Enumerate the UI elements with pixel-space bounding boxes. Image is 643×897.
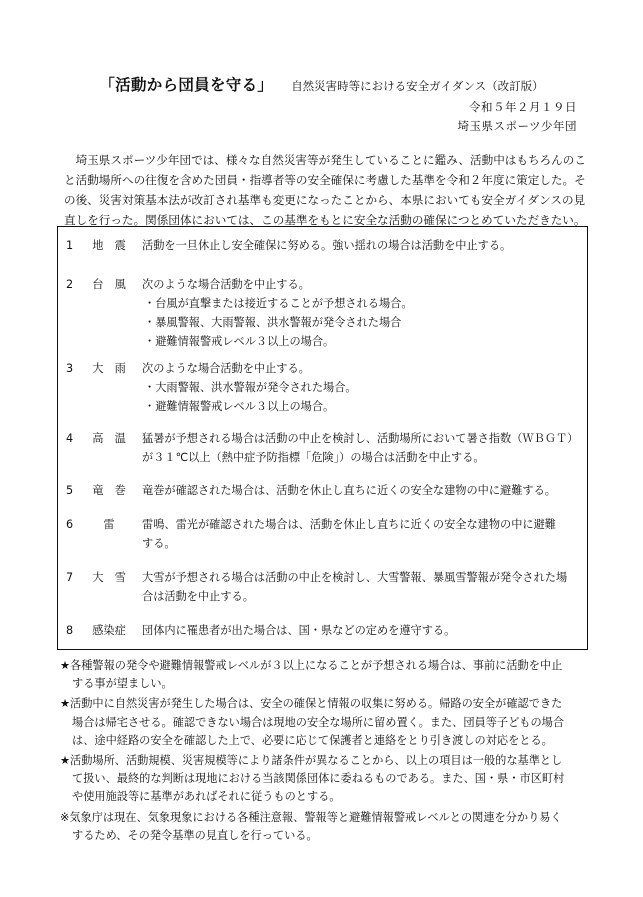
item-line: 大雪が予想される場合は活動の中止を検討し、大雪警報、暴風雪警報が発令された場 — [142, 571, 568, 584]
item-label: 竜 巻 — [92, 484, 126, 497]
item-line: 活動を一旦休止し安全確保に努める。強い揺れの場合は活動を中止する。 — [142, 239, 512, 252]
item-content — [142, 515, 582, 553]
item-bullet: ・大雨警報、洪水警報が発令された場合。 — [144, 381, 357, 394]
item-label: 雷 — [103, 518, 115, 531]
item-content — [142, 359, 582, 416]
item-line: 団体内に罹患者が出た場合は、国・県などの定めを遵守する。 — [142, 624, 456, 637]
note-line: するため、その発令基準の見直しを行っている。 — [72, 828, 318, 842]
item-line: が３１℃以上（熱中症予防指標「危険」）の場合は活動を中止する。 — [142, 451, 485, 464]
item-label: 感染症 — [92, 624, 126, 637]
item-number: 1 — [66, 239, 74, 252]
item-label: 台 風 — [92, 278, 126, 291]
notes-section — [60, 657, 590, 847]
note-line: ※気象庁は現在、気象現象における各種注意報、警報等と避難情報警戒レベルとの関連を分かり易く — [60, 810, 562, 824]
item-content — [142, 568, 582, 606]
item-number: 5 — [66, 484, 74, 497]
intro-paragraph — [64, 150, 586, 230]
note-line: は、途中経路の安全を確認した上で、必要に応じて保護者と連絡をとり引き渡しの対応をとる。 — [72, 733, 553, 747]
item-number: 7 — [66, 571, 74, 584]
document-title: 「活動から団員を守る」 — [99, 76, 274, 94]
item-bullet: ・避難情報警戒レベル３以上の場合。 — [144, 400, 335, 413]
item-bullet: ・暴風警報、大雨警報、洪水警報が発令された場合 — [144, 316, 402, 329]
item-line: 次のような場合活動を中止する。 — [142, 278, 310, 291]
item-content — [142, 429, 582, 467]
note-item — [60, 695, 590, 750]
item-line: 次のような場合活動を中止する。 — [142, 362, 310, 375]
issuing-organization: 埼玉県スポーツ少年団 — [457, 119, 577, 133]
item-content — [142, 275, 582, 351]
title-row — [0, 73, 643, 95]
note-line: て扱い、最終的な判断は現地における当該関係団体に委ねるものである。また、国・県・市区町村 — [72, 772, 565, 786]
item-bullet: ・台風が直撃または接近することが予想される場合。 — [144, 297, 413, 310]
guideline-box — [57, 226, 588, 650]
item-line: 竜巻が確認された場合は、活動を休止し直ちに近くの安全な建物の中に避難する。 — [142, 484, 556, 497]
note-line: ★活動中に自然災害が発生した場合は、安全の確保と情報の収集に努める。帰路の安全が確認できた — [60, 697, 563, 711]
item-label: 大 雪 — [92, 571, 126, 584]
note-line: ★各種警報の発令や避難情報警戒レベルが３以上になることが予想される場合は、事前に活動を中止 — [60, 659, 563, 672]
note-line: ★活動場所、活動規模、災害規模等により諸条件が異なることから、以上の項目は一般的な基準とし — [60, 754, 563, 768]
item-number: 8 — [66, 624, 74, 637]
item-number: 3 — [66, 362, 74, 375]
item-line: 雷鳴、雷光が確認された場合は、活動を休止し直ちに近くの安全な建物の中に避難 — [142, 518, 556, 531]
item-content — [142, 236, 582, 255]
item-line: 合は活動を中止する。 — [142, 590, 254, 603]
item-bullet: ・避難情報警戒レベル３以上の場合。 — [144, 335, 335, 348]
item-label: 地 震 — [92, 239, 126, 252]
item-line: する。 — [142, 537, 176, 550]
intro-line: の後、災害対策基本法が改訂され基準も変更になったことから、本県においても安全ガイダンスの見 — [64, 193, 586, 207]
issue-date: 令和５年２月１９日 — [469, 100, 577, 114]
intro-line: と活動場所への往復を含めた団員・指導者等の安全確保に考慮した基準を令和２年度に策定した。そ — [64, 173, 586, 187]
note-item — [60, 657, 590, 693]
intro-line: 埼玉県スポーツ少年団では、様々な自然災害等が発生していることに鑑み、活動中はもちろんのこ — [64, 153, 586, 167]
item-label: 大 雨 — [92, 362, 126, 375]
intro-line: 直しを行った。関係団体においては、この基準をもとに安全な活動の確保につとめていただきたい。 — [64, 213, 586, 227]
note-item — [60, 752, 590, 807]
note-item — [60, 809, 590, 845]
item-number: 4 — [66, 432, 74, 445]
item-content — [142, 621, 582, 640]
item-line: 猛暑が予想される場合は活動の中止を検討し、活動場所において暑さ指数（ＷＢＧＴ） — [142, 432, 579, 445]
note-line: や使用施設等に基準があればそれに従うものとする。 — [72, 790, 341, 804]
note-line: 場合は帰宅させる。確認できない場合は現地の安全な場所に留め置く。また、団員等子どもの場合 — [72, 715, 565, 729]
item-label: 高 温 — [92, 432, 126, 445]
note-line: する事が望ましい。 — [72, 677, 173, 691]
item-content — [142, 481, 582, 500]
item-number: 2 — [66, 278, 74, 291]
item-number: 6 — [66, 518, 74, 531]
document-subtitle: 自然災害時等における安全ガイダンス（改訂版） — [291, 79, 544, 93]
